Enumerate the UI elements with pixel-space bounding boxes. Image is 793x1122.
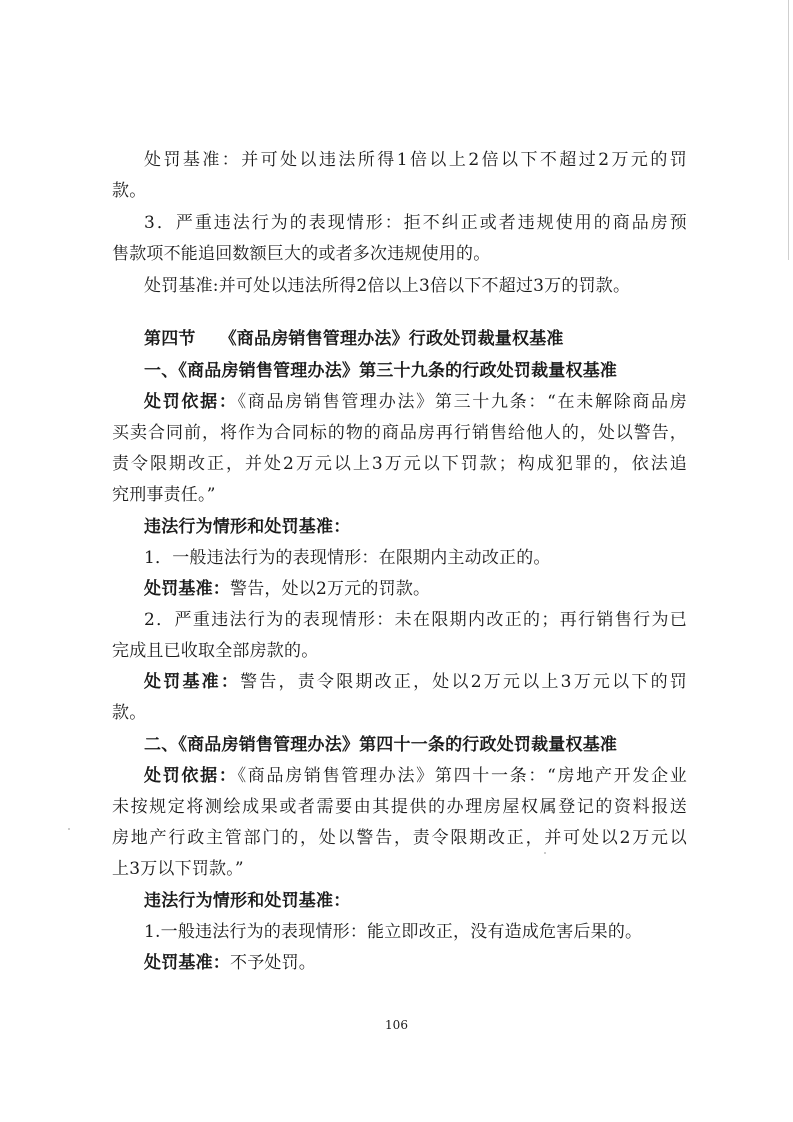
body-line: 售款项不能追回数额巨大的或者多次违规使用的。 (112, 244, 491, 264)
body-line: 上3万以下罚款。” (112, 859, 244, 879)
scan-dot-artifact (544, 852, 546, 854)
scan-edge-artifact (788, 0, 789, 260)
body-line: 未按规定将测绘成果或者需要由其提供的办理房屋权属登记的资料报送 (112, 797, 687, 817)
basis-text: 《商品房销售管理办法》第三十九条：“在未解除商品房 (237, 392, 687, 412)
basis-text: 《商品房销售管理办法》第四十一条：“房地产开发企业 (237, 766, 687, 786)
penalty-text: 警告，责令限期改正，处以2万元以上3万元以下的罚 (240, 672, 688, 692)
section-title: 《商品房销售管理办法》行政处罚裁量权基准 (219, 329, 564, 349)
article-title: 一、《商品房销售管理办法》第三十九条的行政处罚裁量权基准 (144, 361, 618, 381)
penalty-label: 处罚基准： (144, 953, 230, 973)
body-line: 1.一般违法行为的表现情形：能立即改正，没有造成危害后果的。 (144, 922, 643, 942)
situation-heading: 违法行为情形和处罚基准： (144, 517, 351, 537)
penalty-label: 处罚基准： (144, 672, 241, 692)
penalty-line (144, 952, 687, 974)
scan-dot-artifact (68, 828, 70, 830)
situation-heading: 违法行为情形和处罚基准： (144, 891, 351, 911)
body-line: 处罚基准：并可处以违法所得1倍以上2倍以下不超过2万元的罚 (144, 150, 687, 170)
body-line: 款。 (112, 181, 147, 201)
body-line: 处罚基准:并可处以违法所得2倍以上3倍以下不超过3万的罚款。 (144, 276, 631, 296)
body-line: 房地产行政主管部门的，处以警告，责令限期改正，并可处以2万元以 (112, 828, 687, 848)
basis-label: 处罚依据： (144, 392, 238, 412)
body-line: 1．一般违法行为的表现情形：在限期内主动改正的。 (144, 548, 551, 568)
body-line: 责令限期改正，并处2万元以上3万元以下罚款；构成犯罪的，依法追 (112, 454, 687, 474)
section-number: 第四节 (144, 329, 196, 349)
body-line: 款。 (112, 703, 147, 723)
basis-line (144, 765, 687, 787)
penalty-label: 处罚基准： (144, 579, 230, 599)
basis-line (144, 391, 687, 413)
section-heading (144, 328, 687, 350)
body-line: 完成且已收取全部房款的。 (112, 641, 319, 661)
penalty-text: 警告，处以2万元的罚款。 (230, 579, 431, 599)
basis-label: 处罚依据： (144, 766, 238, 786)
body-line: 究刑事责任。” (112, 485, 216, 505)
penalty-line (144, 578, 687, 600)
body-line: 3．严重违法行为的表现情形：拒不纠正或者违规使用的商品房预 (144, 213, 687, 233)
page-number: 106 (385, 1018, 408, 1032)
penalty-text: 不予处罚。 (230, 953, 316, 973)
body-line: 2．严重违法行为的表现情形：未在限期内改正的；再行销售行为已 (144, 610, 687, 630)
penalty-line (144, 671, 687, 693)
article-title: 二、《商品房销售管理办法》第四十一条的行政处罚裁量权基准 (144, 735, 618, 755)
body-line: 买卖合同前，将作为合同标的物的商品房再行销售给他人的，处以警告， (112, 423, 687, 443)
